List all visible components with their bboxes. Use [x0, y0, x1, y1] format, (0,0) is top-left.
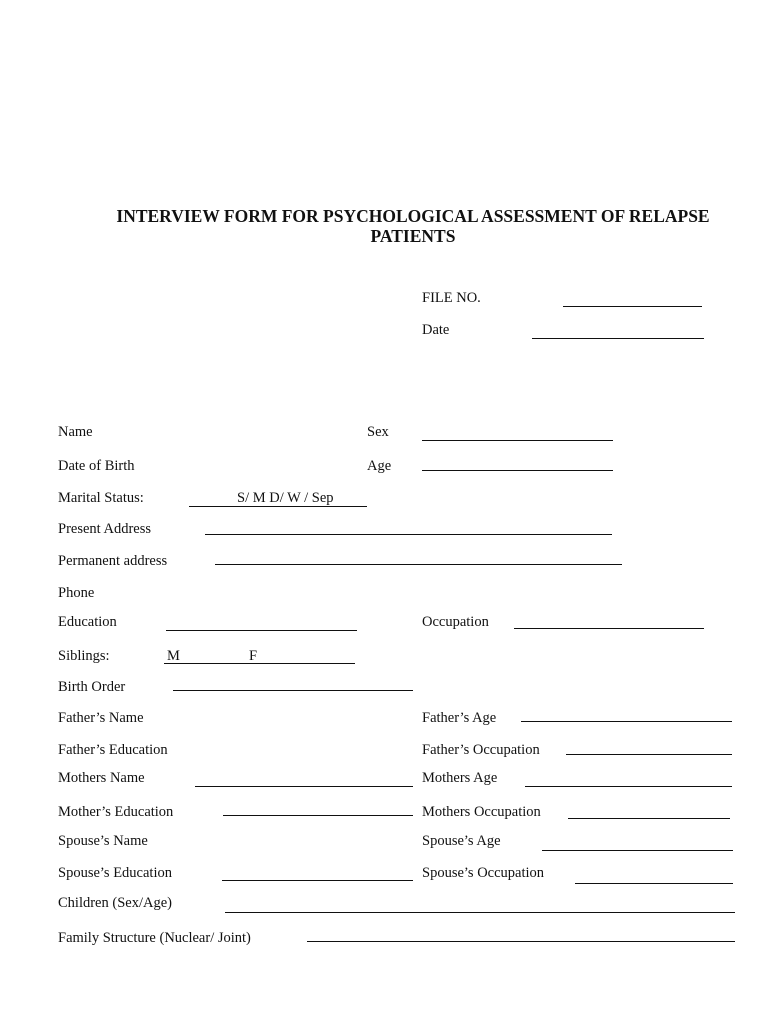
phone-label: Phone — [58, 585, 95, 601]
permanent-address-field[interactable] — [215, 564, 622, 565]
mothers-name-label: Mothers Name — [58, 770, 145, 786]
date-of-birth-label: Date of Birth — [58, 458, 135, 474]
mothers-name-field[interactable] — [195, 786, 413, 787]
form-title-line-1: INTERVIEW FORM FOR PSYCHOLOGICAL ASSESSMENT OF RELAPSE — [116, 206, 710, 226]
education-label: Education — [58, 614, 117, 630]
siblings-field[interactable] — [164, 663, 355, 664]
sex-label: Sex — [367, 424, 389, 440]
spouses-education-label: Spouse’s Education — [58, 865, 172, 881]
children-field[interactable] — [225, 912, 735, 913]
mothers-education-field[interactable] — [223, 815, 413, 816]
spouses-education-field[interactable] — [222, 880, 413, 881]
mothers-age-label: Mothers Age — [422, 770, 498, 786]
occupation-label: Occupation — [422, 614, 489, 630]
permanent-address-label: Permanent address — [58, 553, 168, 569]
spouses-occupation-label: Spouse’s Occupation — [422, 865, 545, 881]
age-field[interactable] — [422, 470, 613, 471]
marital-status-field[interactable] — [189, 506, 367, 507]
mothers-age-field[interactable] — [525, 786, 732, 787]
marital-status-label: Marital Status: — [58, 490, 144, 506]
present-address-field[interactable] — [205, 534, 612, 535]
spouses-occupation-field[interactable] — [575, 883, 733, 884]
fathers-name-label: Father’s Name — [58, 710, 144, 726]
mothers-education-label: Mother’s Education — [58, 804, 174, 820]
fathers-age-field[interactable] — [521, 721, 732, 722]
education-field[interactable] — [166, 630, 357, 631]
mothers-occupation-field[interactable] — [568, 818, 730, 819]
occupation-field[interactable] — [514, 628, 704, 629]
name-label: Name — [58, 424, 93, 440]
birth-order-field[interactable] — [173, 690, 413, 691]
spouses-age-label: Spouse’s Age — [422, 833, 501, 849]
spouses-age-field[interactable] — [542, 850, 733, 851]
date-label: Date — [422, 322, 450, 338]
family-structure-field[interactable] — [307, 941, 735, 942]
family-structure-label: Family Structure (Nuclear/ Joint) — [58, 930, 251, 946]
fathers-education-label: Father’s Education — [58, 742, 168, 758]
form-title-line-2: PATIENTS — [370, 226, 456, 246]
spouses-name-label: Spouse’s Name — [58, 833, 148, 849]
age-label: Age — [367, 458, 392, 474]
fathers-occupation-field[interactable] — [566, 754, 732, 755]
fathers-occupation-label: Father’s Occupation — [422, 742, 540, 758]
mothers-occupation-label: Mothers Occupation — [422, 804, 541, 820]
siblings-label: Siblings: — [58, 648, 110, 664]
fathers-age-label: Father’s Age — [422, 710, 497, 726]
children-label: Children (Sex/Age) — [58, 895, 172, 911]
present-address-label: Present Address — [58, 521, 152, 537]
file-no-label: FILE NO. — [422, 290, 481, 306]
sex-field[interactable] — [422, 440, 613, 441]
file-no-field[interactable] — [563, 306, 702, 307]
date-field[interactable] — [532, 338, 704, 339]
marital-status-options: S/ M D/ W / Sep — [237, 490, 334, 506]
siblings-female-label: F — [249, 648, 258, 664]
birth-order-label: Birth Order — [58, 679, 126, 695]
siblings-male-label: M — [167, 648, 180, 664]
